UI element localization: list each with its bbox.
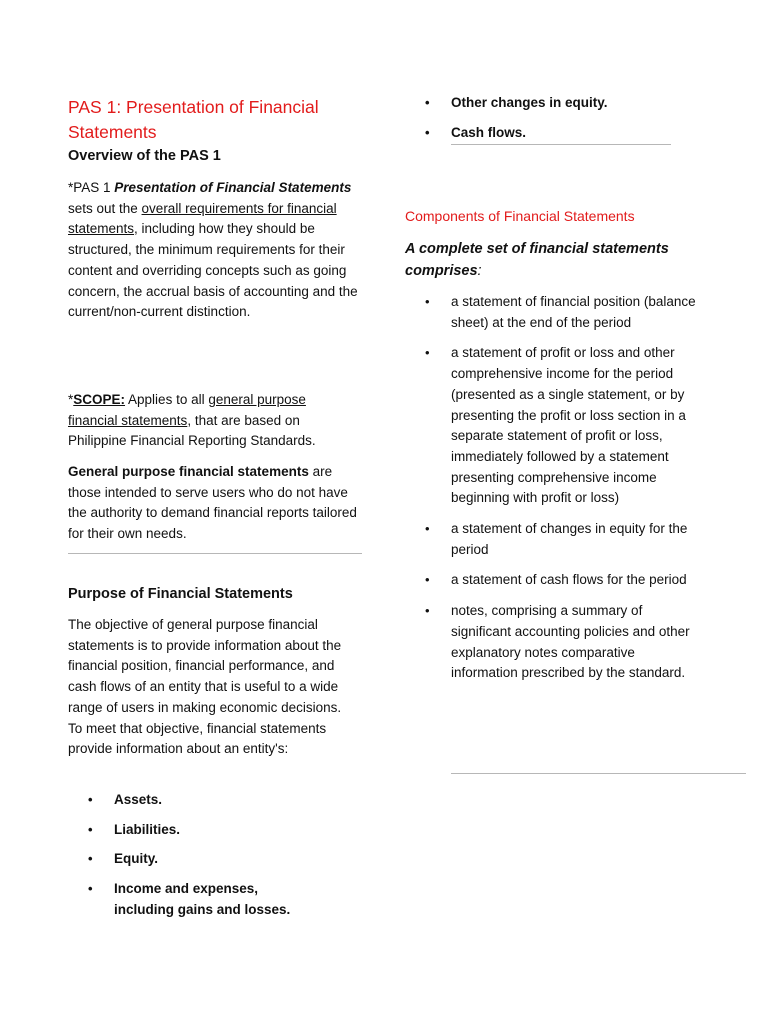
bullet-icon: • <box>425 95 430 110</box>
intro-paragraph <box>68 178 358 323</box>
bullet-icon: • <box>425 572 430 588</box>
list-item: • Assets. <box>68 790 358 811</box>
components-list <box>405 292 705 684</box>
bullet-icon: • <box>88 881 93 897</box>
list-item: • Other changes in equity. <box>405 93 705 114</box>
continued-list <box>405 93 705 143</box>
scope-text-2: , that are based on Philippine Financial Reporting Standards. <box>68 412 316 449</box>
bullet-icon: • <box>425 294 430 309</box>
bullet-icon: • <box>88 792 93 807</box>
list-item: • a statement of financial position (balance sheet) at the end of the period <box>425 294 696 330</box>
list-item: • Equity. <box>68 849 358 870</box>
intro-text-1: sets out the <box>68 200 142 216</box>
list-item: • notes, comprising a summary of significant accounting policies and other explanatory notes comparative information prescribed by the standard. <box>425 603 690 681</box>
list-item: • Liabilities. <box>68 820 358 841</box>
components-heading: Components of Financial Statements <box>405 208 635 224</box>
divider-top-right <box>451 144 671 145</box>
list-item: • Income and expenses, including gains and losses. <box>88 881 291 917</box>
bullet-icon: • <box>425 124 430 140</box>
bullet-icon: • <box>88 851 93 867</box>
list-item: • a statement of changes in equity for the period <box>425 521 688 557</box>
document-title: PAS 1: Presentation of Financial Statements <box>68 97 319 142</box>
elements-list <box>68 790 358 921</box>
overview-heading: Overview of the PAS 1 <box>68 148 221 164</box>
bullet-icon: • <box>425 603 430 619</box>
scope-underlined: general purpose financial statements <box>68 392 306 428</box>
gp-rest: are those intended to serve users who do not have the authority to demand financial reports tailored for their own needs. <box>68 464 357 542</box>
complete-set-heading: A complete set of financial statements comprises: <box>405 241 669 279</box>
scope-text-1: Applies to all <box>125 392 209 407</box>
scope-label: SCOPE: <box>73 392 126 407</box>
bullet-icon: • <box>425 521 430 537</box>
intro-star: *PAS 1 <box>68 180 115 195</box>
scope-paragraph <box>68 390 358 452</box>
divider-bottom-right <box>451 773 746 774</box>
scope-star: * <box>68 392 74 407</box>
bullet-icon: • <box>88 821 93 837</box>
purpose-paragraph: The objective of general purpose financial statements is to provide information about the financial position, financial performance, and cash flows of an entity that is useful to a wide range of users in making economic decisions. To meet that objective, financial statements provide information about an entity's: <box>68 617 342 757</box>
purpose-heading: Purpose of Financial Statements <box>68 586 293 602</box>
list-item: • a statement of cash flows for the period <box>405 570 705 591</box>
divider-left <box>68 553 362 554</box>
list-item: • Cash flows. <box>405 123 705 144</box>
intro-text-2: , including how they should be structured, the minimum requirements for their content and overriding concepts such as going concern, the accrual basis of accounting and the current/non-current distinction. <box>68 221 358 320</box>
list-item: • a statement of profit or loss and other comprehensive income for the period (presented as a single statement, or by presenting the profit or loss section in a separate statement of profit or loss, immediately followed by a statement presenting comprehensive income beginning with profit or loss) <box>425 345 686 506</box>
intro-italic-title: Presentation of Financial Statements <box>114 180 352 195</box>
intro-underlined: overall requirements for financial statements <box>68 200 337 237</box>
general-purpose-paragraph <box>68 462 358 545</box>
gp-bold: General purpose financial statements <box>68 464 309 479</box>
bullet-icon: • <box>425 345 430 361</box>
